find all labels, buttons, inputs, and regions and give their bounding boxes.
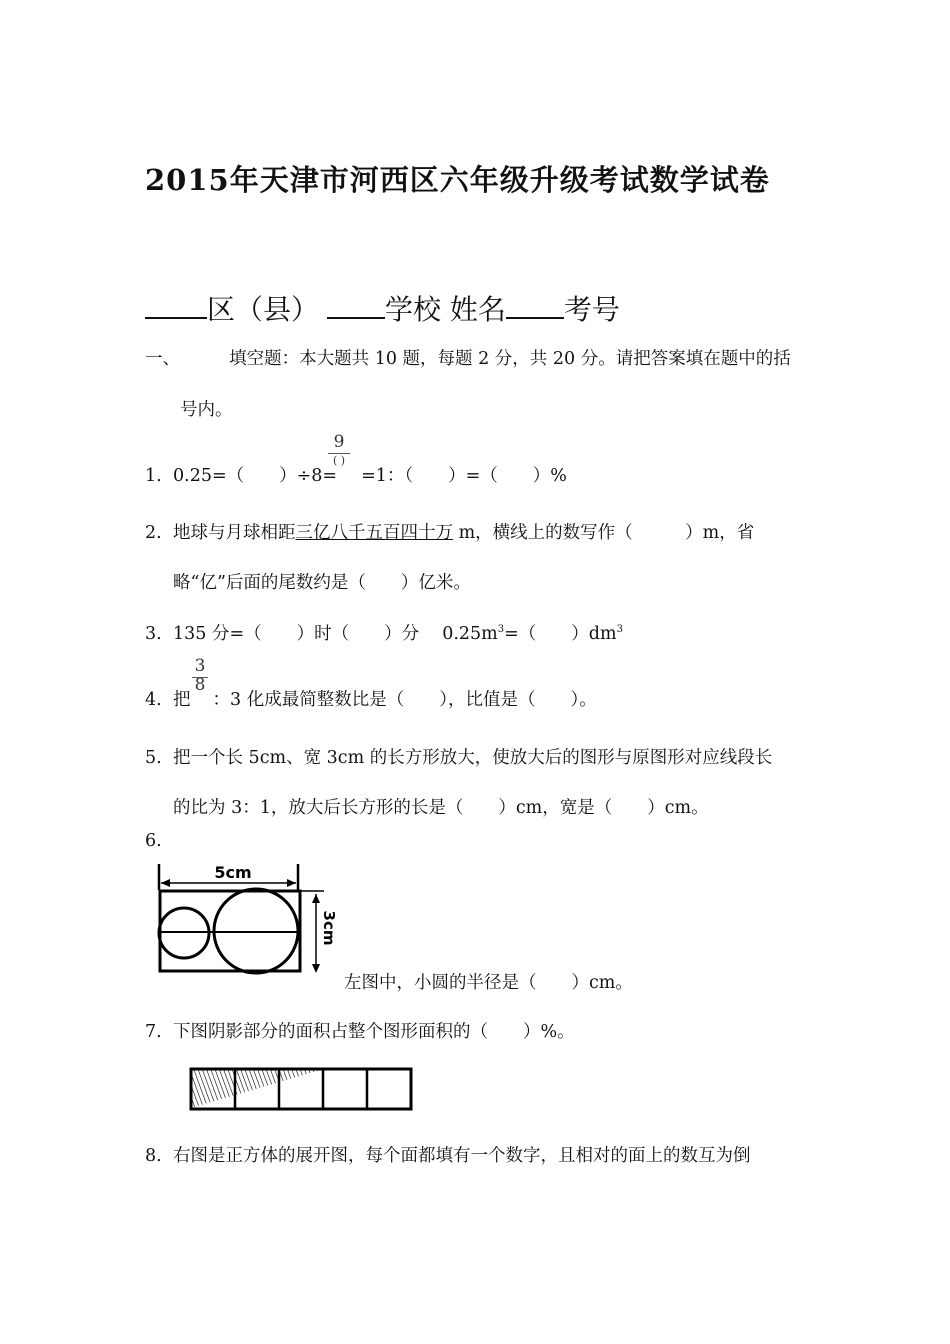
section-1-instructions: 填空题：本大题共 10 题，每题 2 分，共 20 分。请把答案填在题中的括 <box>229 349 791 369</box>
question-4-post: ：3 化成最简整数比是（ ），比值是（ ）。 <box>212 690 597 710</box>
question-4 <box>145 686 597 711</box>
question-7 <box>145 1018 575 1043</box>
question-8-number: 8. <box>145 1146 162 1166</box>
question-3-sup-b: 3 <box>616 624 623 636</box>
question-1-fraction <box>328 432 350 475</box>
rectangle-circles-figure <box>152 858 342 984</box>
question-5-line-2: 的比为 3：1，放大后长方形的长是（ ）cm，宽是（ ）cm。 <box>173 798 709 818</box>
question-5-number: 5. <box>145 748 162 768</box>
arrow-left-icon <box>161 879 170 887</box>
question-4-number: 4. <box>145 690 162 710</box>
question-4-fraction-numerator: 3 <box>194 656 206 676</box>
district-blank[interactable] <box>145 291 207 319</box>
question-5 <box>145 744 772 769</box>
question-2-line-2: 略“亿”后面的尾数约是（ ）亿米。 <box>173 573 471 593</box>
question-1-part-b: =1：（ ）=（ ）% <box>361 466 567 486</box>
question-3-sup-a: 3 <box>497 624 505 636</box>
question-4-fraction <box>192 656 208 699</box>
question-8 <box>145 1142 751 1167</box>
question-8-line-1: 右图是正方体的展开图，每个面都填有一个数字，且相对的面上的数互为倒 <box>173 1146 751 1166</box>
question-4-pre: 把 <box>173 690 191 710</box>
question-3-text-a: 135 分=（ ）时（ ）分 0.25m <box>173 624 498 644</box>
arrow-right-icon <box>287 879 296 887</box>
question-2 <box>145 519 754 544</box>
question-3-number: 3. <box>145 624 162 644</box>
question-2-underlined: 三亿八千五百四十万 <box>295 523 453 543</box>
section-1-label: 一、 <box>145 349 180 369</box>
school-name-label: 学校 姓名 <box>385 293 506 326</box>
width-label: 5cm <box>214 863 252 882</box>
name-blank[interactable] <box>506 291 564 319</box>
district-label: 区（县） <box>207 293 320 326</box>
section-1-instructions-cont: 号内。 <box>180 400 233 420</box>
question-7-text: 下图阴影部分的面积占整个图形面积的（ ）%。 <box>173 1022 575 1042</box>
question-1 <box>145 462 567 487</box>
question-4-fraction-denominator: 8 <box>194 675 206 695</box>
arrow-down-icon <box>312 964 320 973</box>
question-7-number: 7. <box>145 1022 162 1042</box>
question-1-fraction-denominator: ( ) <box>332 454 346 467</box>
question-3 <box>145 620 623 645</box>
question-6-number: 6. <box>145 831 162 851</box>
exam-no-label: 考号 <box>563 293 620 326</box>
height-label: 3cm <box>320 910 338 946</box>
arrow-up-icon <box>312 894 320 903</box>
student-info-line <box>145 288 620 328</box>
question-3-text-b: =（ ）dm <box>504 624 617 644</box>
page-title: 2015年天津市河西区六年级升级考试数学试卷 <box>145 163 770 197</box>
question-1-part-a: 0.25=（ ）÷8= <box>173 466 338 486</box>
question-6-text: 左图中，小圆的半径是（ ）cm。 <box>344 973 633 993</box>
question-1-number: 1. <box>145 466 162 486</box>
school-blank[interactable] <box>327 291 385 319</box>
question-5-line-1: 把一个长 5cm、宽 3cm 的长方形放大，使放大后的图形与原图形对应线段长 <box>173 748 773 768</box>
question-1-fraction-numerator: 9 <box>333 432 345 452</box>
question-2-pre: 地球与月球相距 <box>173 523 296 543</box>
shaded-region <box>191 1069 324 1108</box>
shaded-strip-figure <box>188 1066 414 1112</box>
section-1-header <box>145 345 791 370</box>
question-2-post: m，横线上的数写作（ ）m，省 <box>453 523 755 543</box>
question-2-number: 2. <box>145 523 162 543</box>
